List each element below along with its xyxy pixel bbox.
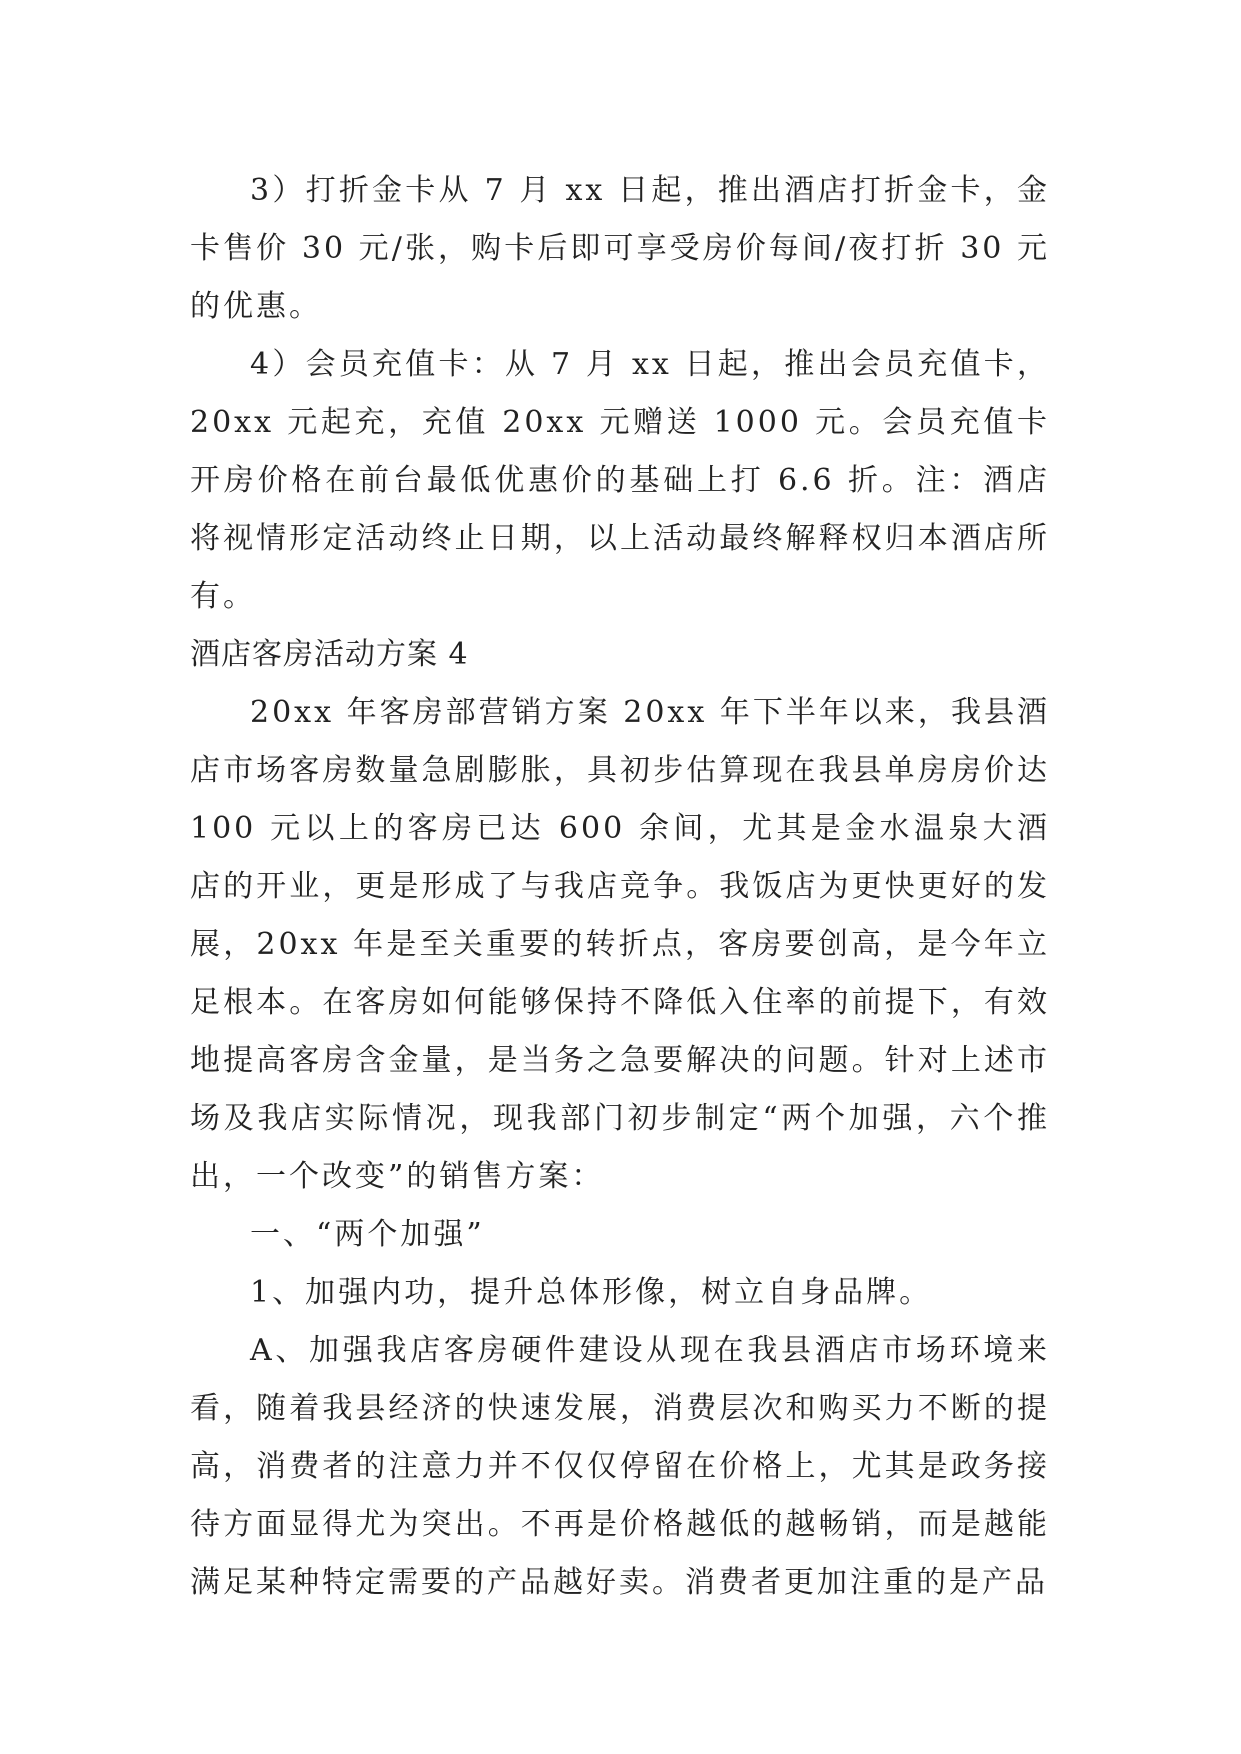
paragraph-member-card: 4）会员充值卡：从 7 月 xx 日起，推出会员充值卡，20xx 元起充，充值 20xx 元赠送 1000 元。会员充值卡开房价格在前台最低优惠价的基础上打 6.6 折。注：酒店将视情形定活动终止日期，以上活动最终解释权归本酒店所有。 [190, 347, 1050, 614]
paragraph-internal-skills: 1、加强内功，提升总体形像，树立自身品牌。 [250, 1275, 933, 1310]
document-body [190, 162, 1050, 1612]
paragraph-marketing-plan: 20xx 年客房部营销方案 20xx 年下半年以来，我县酒店市场客房数量急剧膨胀，具初步估算现在我县单房房价达 100 元以上的客房已达 600 余间，尤其是金水温泉大酒店的开业，更是形成了与我店竞争。我饭店为更快更好的发展，20xx 年是至关重要的转折点，客房要创高，是今年立足根本。在客房如何能够保持不降低入住率的前提下，有效地提高客房含金量，是当务之急要解决的问题。针对上述市场及我店实际情况，现我部门初步制定“两个加强，六个推出，一个改变”的销售方案： [190, 695, 1050, 1194]
paragraph-gold-card: 3）打折金卡从 7 月 xx 日起，推出酒店打折金卡，金卡售价 30 元/张，购卡后即可享受房价每间/夜打折 30 元的优惠。 [190, 173, 1050, 324]
section-heading: 酒店客房活动方案 4 [190, 637, 469, 672]
paragraph-two-strengthen: 一、“两个加强” [250, 1217, 485, 1252]
paragraph-hardware: A、加强我店客房硬件建设从现在我县酒店市场环境来看，随着我县经济的快速发展，消费层次和购买力不断的提高，消费者的注意力并不仅仅停留在价格上，尤其是政务接待方面显得尤为突出。不再是价格越低的越畅销，而是越能满足某种特定需要的产品越好卖。消费者更加注重的是产品 [190, 1333, 1050, 1600]
